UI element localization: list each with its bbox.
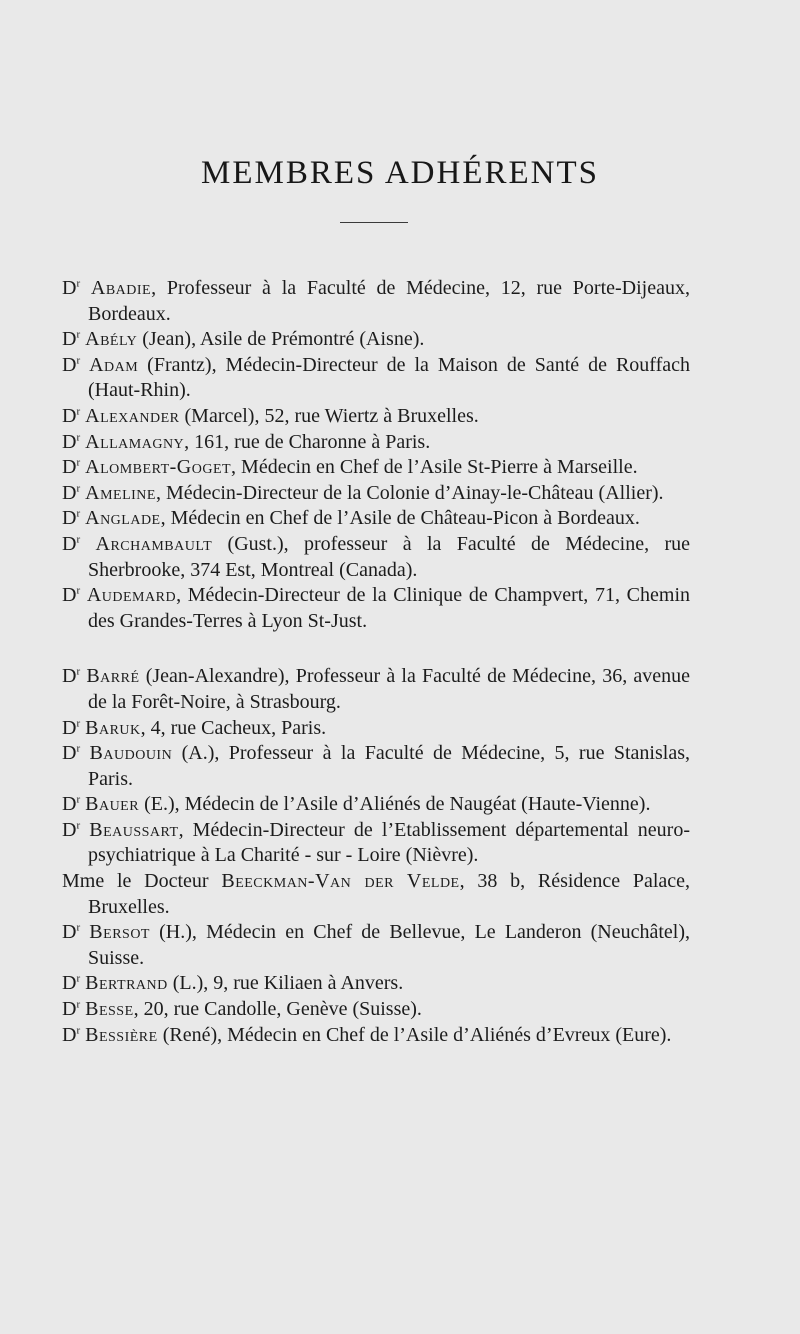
member-title: $D^r$ bbox=[62, 665, 81, 688]
member-entry bbox=[62, 532, 690, 583]
member-entry bbox=[62, 481, 690, 507]
member-name: Bauer bbox=[85, 793, 140, 816]
member-details: (René), Médecin en Chef de l’Asile d’Aliénés d’Evreux (Eure). bbox=[157, 1023, 672, 1046]
member-details: (Jean), Asile de Prémontré (Aisne). bbox=[137, 328, 425, 351]
page-title: MEMBRES ADHÉRENTS bbox=[201, 155, 599, 191]
member-entry bbox=[62, 353, 690, 404]
member-name: Baruk bbox=[85, 716, 141, 739]
member-details: (A.), Professeur à la Faculté de Médecine, 5, rue Stanislas, Paris. bbox=[88, 742, 690, 790]
member-details: , Médecin-Directeur de la Colonie d’Ainay-le-Château (Allier). bbox=[155, 481, 664, 504]
member-details: , Médecin-Directeur de la Clinique de Champvert, 71, Chemin des Grandes-Terres à Lyon St-Just. bbox=[88, 584, 691, 632]
member-title: $D^r$ bbox=[62, 277, 81, 299]
member-details: , Professeur à la Faculté de Médecine, 12, rue Porte-Dijeaux, Bordeaux. bbox=[88, 277, 690, 325]
member-details: , 20, rue Candolle, Genève (Suisse). bbox=[133, 998, 422, 1021]
group-separator bbox=[62, 634, 690, 664]
member-name: Alombert-Goget bbox=[85, 456, 232, 479]
member-entry bbox=[62, 971, 690, 997]
member-name: Alexander bbox=[85, 404, 180, 427]
member-entry bbox=[62, 506, 690, 532]
member-title: $D^r$ bbox=[62, 742, 81, 765]
member-details: (H.), Médecin en Chef de Bellevue, Le Landeron (Neuchâtel), Suisse. bbox=[88, 921, 691, 969]
member-entry bbox=[62, 664, 690, 715]
member-details: , 38 b, Résidence Palace, Bruxelles. bbox=[88, 870, 691, 918]
member-entry bbox=[62, 869, 690, 920]
member-title: $D^r$ bbox=[62, 584, 81, 607]
member-title: $D^r$ bbox=[62, 793, 81, 816]
member-name: Audemard bbox=[86, 584, 177, 607]
member-entry bbox=[62, 741, 690, 792]
member-name: Adam bbox=[89, 353, 139, 376]
title-divider bbox=[340, 222, 408, 223]
member-details: , Médecin en Chef de l’Asile St-Pierre à Marseille. bbox=[231, 456, 638, 479]
member-title: $D^r$ bbox=[62, 921, 81, 944]
member-name: Abély bbox=[85, 328, 138, 351]
member-entry bbox=[62, 583, 690, 634]
member-name: Barré bbox=[86, 665, 140, 688]
member-name: Baudouin bbox=[89, 742, 173, 765]
member-title: $D^r$ bbox=[62, 353, 81, 376]
member-entry bbox=[62, 997, 690, 1023]
member-entry bbox=[62, 920, 690, 971]
member-name: Ameline bbox=[85, 481, 156, 504]
member-details: , Médecin-Directeur de l’Etablissement départemental neuro-psychiatrique à La Charité - sur - Loire (Nièvre). bbox=[88, 818, 690, 867]
member-entry bbox=[62, 792, 690, 818]
member-title: $D^r$ bbox=[62, 998, 81, 1021]
member-details: (Frantz), Médecin-Directeur de la Maison de Santé de Rouffach (Haut-Rhin). bbox=[88, 353, 690, 402]
member-title: $D^r$ bbox=[62, 532, 81, 555]
member-title: $D^r$ bbox=[62, 818, 81, 841]
member-entry bbox=[62, 404, 690, 430]
member-title: $D^r$ bbox=[62, 481, 81, 504]
member-name: Besse bbox=[85, 998, 134, 1021]
member-name: Allamagny bbox=[85, 430, 185, 453]
member-title: $D^r$ bbox=[62, 404, 81, 427]
member-title: Mme le Docteur bbox=[62, 870, 209, 893]
member-entry bbox=[62, 327, 690, 353]
member-title: $D^r$ bbox=[62, 507, 81, 530]
member-name: Bessière bbox=[85, 1023, 158, 1046]
member-name: Archambault bbox=[95, 532, 213, 555]
member-entry bbox=[62, 430, 690, 456]
member-details: (E.), Médecin de l’Asile d’Aliénés de Naugéat (Haute-Vienne). bbox=[139, 793, 651, 816]
member-details: (Gust.), professeur à la Faculté de Médecine, rue Sherbrooke, 374 Est, Montreal (Canada). bbox=[88, 532, 691, 581]
member-entry bbox=[62, 818, 690, 869]
member-name: Beeckman-Van der Velde bbox=[221, 870, 460, 893]
member-details: , Médecin en Chef de l’Asile de Château-Picon à Bordeaux. bbox=[160, 507, 640, 530]
member-list bbox=[62, 276, 690, 1048]
member-details: , 161, rue de Charonne à Paris. bbox=[184, 430, 431, 453]
member-title: $D^r$ bbox=[62, 1023, 81, 1046]
member-name: Bertrand bbox=[85, 972, 168, 995]
member-details: (Jean-Alexandre), Professeur à la Faculté de Médecine, 36, avenue de la Forêt-Noire, à Strasbourg. bbox=[88, 665, 691, 713]
member-title: $D^r$ bbox=[62, 972, 81, 995]
member-title: $D^r$ bbox=[62, 328, 81, 351]
member-entry bbox=[62, 276, 690, 327]
member-name: Abadie bbox=[90, 277, 152, 299]
member-entry bbox=[62, 716, 690, 742]
member-details: (Marcel), 52, rue Wiertz à Bruxelles. bbox=[179, 404, 479, 427]
member-details: (L.), 9, rue Kiliaen à Anvers. bbox=[167, 972, 404, 995]
member-title: $D^r$ bbox=[62, 456, 81, 479]
member-entry bbox=[62, 1023, 690, 1049]
member-name: Anglade bbox=[85, 507, 161, 530]
member-title: $D^r$ bbox=[62, 430, 81, 453]
member-name: Bersot bbox=[89, 921, 150, 944]
member-details: , 4, rue Cacheux, Paris. bbox=[140, 716, 327, 739]
member-name: Beaussart bbox=[89, 818, 179, 841]
member-title: $D^r$ bbox=[62, 716, 81, 739]
member-entry bbox=[62, 455, 690, 481]
